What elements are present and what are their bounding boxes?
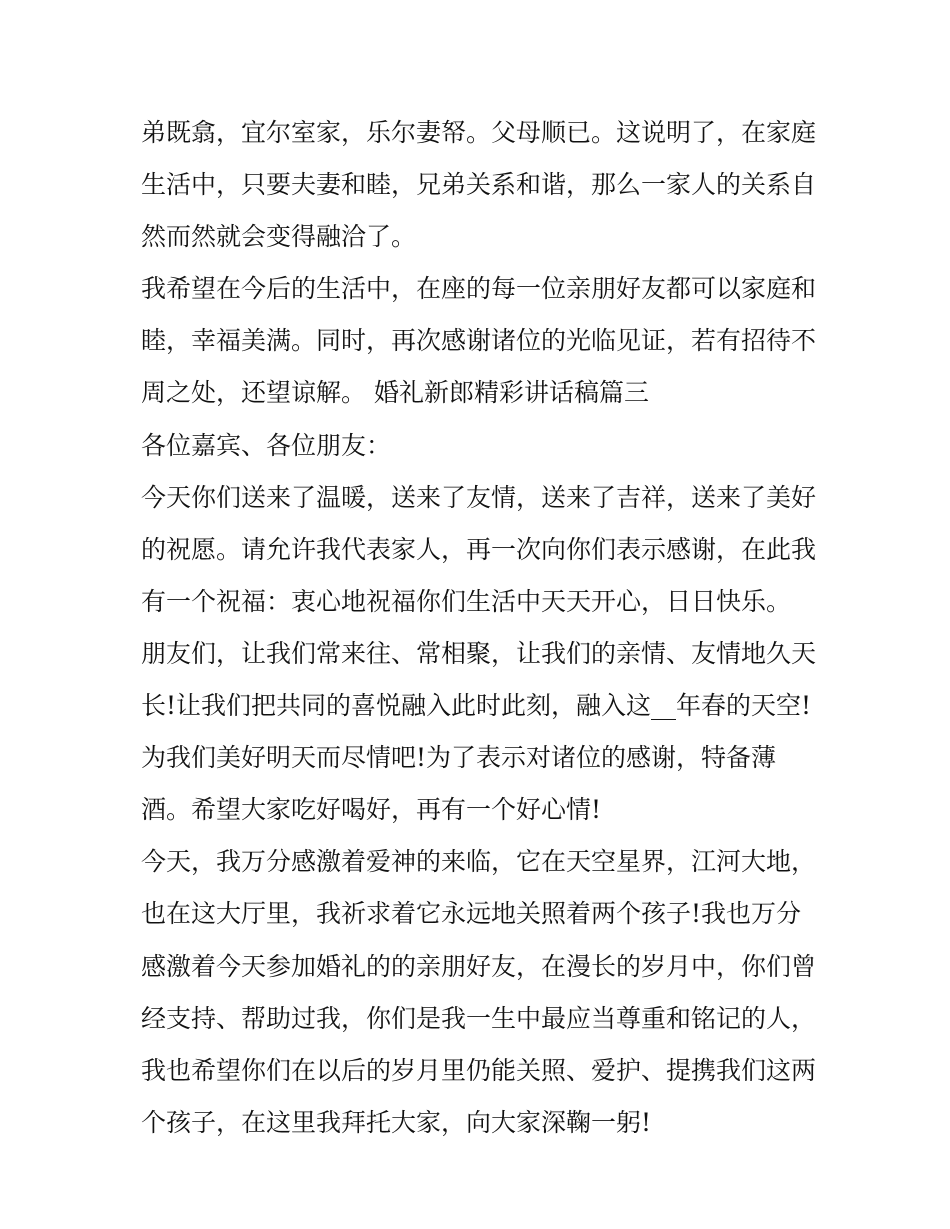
text-line: 经支持、帮助过我，你们是我一生中最应当尊重和铭记的人， (141, 1003, 817, 1033)
document-body (141, 107, 821, 1149)
text-line: 今天你们送来了温暖，送来了友情，送来了吉祥，送来了美好 (141, 482, 817, 512)
text-line: 也在这大厅里，我祈求着它永远地关照着两个孩子!我也万分 (141, 899, 802, 929)
text-line: 我也希望你们在以后的岁月里仍能关照、爱护、提携我们这两 (141, 1055, 817, 1085)
text-line: 的祝愿。请允许我代表家人，再一次向你们表示感谢，在此我 (141, 534, 817, 564)
text-line: 今天，我万分感激着爱神的来临，它在天空星界，江河大地， (141, 847, 817, 877)
text-line: 为我们美好明天而尽情吧!为了表示对诸位的感谢，特备薄 (141, 743, 777, 773)
text-line: 各位嘉宾、各位朋友： (141, 430, 392, 460)
text-line: 酒。希望大家吃好喝好，再有一个好心情! (141, 795, 602, 825)
text-line: 然而然就会变得融洽了。 (141, 222, 417, 252)
text-line: 感激着今天参加婚礼的的亲朋好友，在漫长的岁月中，你们曾 (141, 951, 817, 981)
text-line: 弟既翕，宜尔室家，乐尔妻帑。父母顺已。这说明了，在家庭 (141, 118, 817, 147)
text-line: 周之处，还望谅解。 婚礼新郎精彩讲话稿篇三 (141, 378, 649, 408)
text-line: 长!让我们把共同的喜悦融入此时此刻，融入这__年春的天空! (141, 691, 812, 721)
text-line: 我希望在今后的生活中，在座的每一位亲朋好友都可以家庭和 (141, 274, 817, 304)
text-line: 朋友们，让我们常来往、常相聚，让我们的亲情、友情地久天 (141, 638, 817, 668)
text-line: 睦，幸福美满。同时，再次感谢诸位的光临见证，若有招待不 (141, 326, 817, 356)
text-line: 个孩子，在这里我拜托大家，向大家深鞠一躬! (141, 1107, 652, 1137)
text-line: 有一个祝福：衷心地祝福你们生活中天天开心，日日快乐。 (141, 586, 792, 616)
text-line: 生活中，只要夫妻和睦，兄弟关系和谐，那么一家人的关系自 (141, 170, 817, 200)
